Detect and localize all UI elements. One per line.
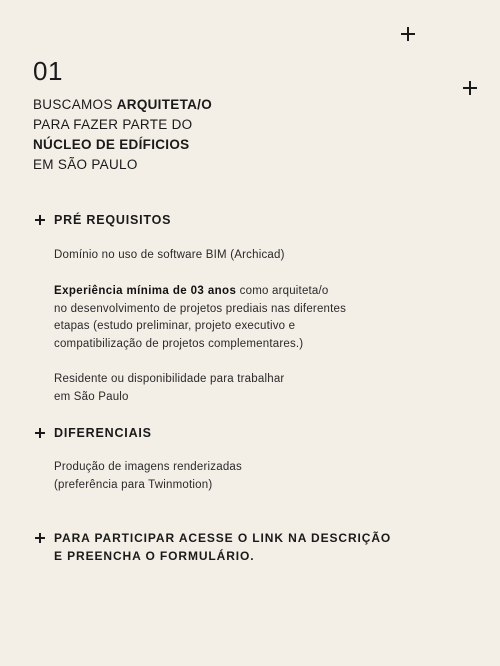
call-to-action: PARA PARTICIPAR ACESSE O LINK NA DESCRIÇÃO E PREENCHA O FORMULÁRIO. [35,529,391,565]
requisito-bim: Domínio no uso de software BIM (Archicad) [54,249,285,261]
plus-icon [463,81,477,95]
section-title-requisitos: PRÉ REQUISITOS [35,211,171,229]
plus-icon [401,27,415,41]
plus-icon [35,428,45,438]
requisito-experiencia: Experiência mínima de 03 anos como arquiteta/o no desenvolvimento de projetos prediais nas diferentes etapas (estudo preliminar, projeto executivo e compatibilização de projetos complementares.) [54,285,347,350]
section-number: 01 [33,56,63,86]
plus-icon [35,215,45,225]
headline-line-2: PARA FAZER PARTE DO [33,117,193,132]
plus-icon [35,533,45,543]
requisito-residencia: Residente ou disponibilidade para trabalhar em São Paulo [54,373,285,403]
diferencial-renderizacao: Produção de imagens renderizadas (preferência para Twinmotion) [54,461,242,491]
headline-line-3: NÚCLEO DE EDÍFICIOS [33,137,190,152]
headline-line-1: BUSCAMOS ARQUITETA/O [33,97,213,112]
section-title-diferenciais: DIFERENCIAIS [35,424,152,442]
headline-line-4: EM SÃO PAULO [33,157,138,172]
headline [33,95,333,175]
